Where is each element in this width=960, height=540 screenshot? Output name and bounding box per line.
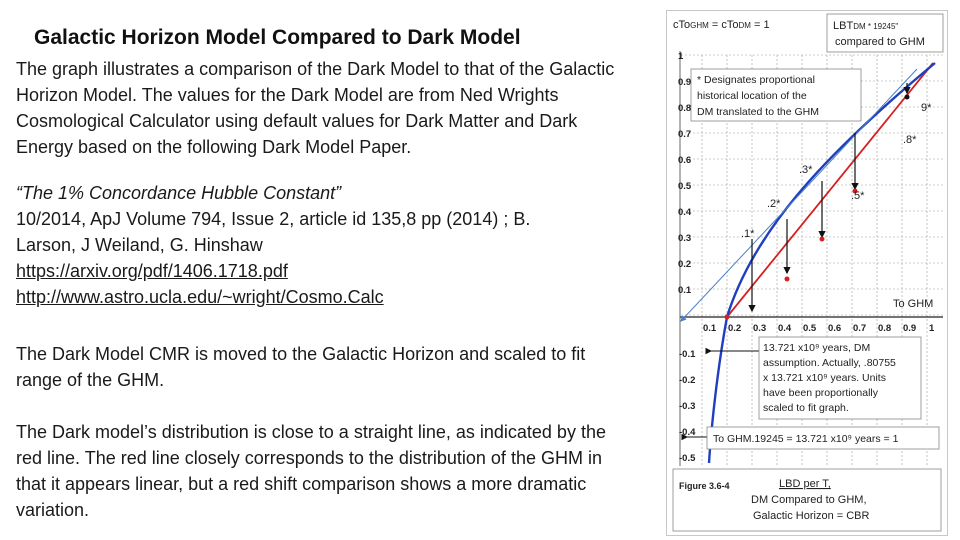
x-tick-label: 0.4: [778, 323, 792, 334]
note-line-2: historical location of the: [697, 90, 807, 102]
top-right-label-line1: LBTDM * 19245": [833, 20, 899, 32]
x-tick-label: 0.6: [828, 323, 842, 334]
figure-graph: [667, 11, 947, 535]
reference-paper-title: “The 1% Concordance Hubble Constant”: [16, 183, 342, 203]
note-line-1: * Designates proportional: [697, 74, 815, 86]
scale-note-line-2: assumption. Actually, .80755: [763, 357, 896, 369]
scale-note-line-5: scaled to fit graph.: [763, 402, 849, 414]
caption-line-1: LBD per T,: [779, 478, 831, 490]
caption-figure-number: Figure 3.6-4: [679, 481, 730, 491]
to-ghm-label: To GHM: [893, 298, 934, 310]
x-tick-label: 0.2: [728, 323, 742, 334]
x-tick-label: 0.9: [903, 323, 917, 334]
y-tick-label: 0.9: [678, 77, 692, 88]
reference-citation-line2: Larson, J Weiland, G. Hinshaw: [16, 235, 263, 255]
note-line-3: DM translated to the GHM: [697, 106, 819, 118]
x-tick-label: 0.1: [703, 323, 717, 334]
marker-3: [820, 237, 825, 242]
y-tick-label: 0.2: [678, 259, 692, 270]
marker-origin: [725, 315, 730, 320]
x-tick-label: 0.3: [753, 323, 767, 334]
top-right-label-line2: compared to GHM: [835, 36, 925, 48]
y-tick-label: 0.6: [678, 155, 692, 166]
point-label-3: .3*: [799, 164, 813, 176]
y-tick-label: -0.3: [679, 401, 696, 412]
scale-note-line-4: have been proportionally: [763, 387, 878, 399]
x-tick-label: 0.5: [803, 323, 817, 334]
y-tick-label: 0.1: [678, 285, 692, 296]
figure-top-left-label: cToGHM = cToDM = 1: [673, 19, 770, 31]
y-tick-label: 1: [678, 51, 684, 62]
y-tick-label: 0.3: [678, 233, 692, 244]
slide-title: Galactic Horizon Model Compared to Dark Model: [34, 26, 521, 49]
y-tick-label: -0.5: [679, 453, 696, 464]
point-label-8: .8*: [903, 134, 917, 146]
scale-note-line-3: x 13.721 x10⁹ years. Units: [763, 372, 886, 384]
x-tick-label: 1: [929, 323, 935, 334]
x-tick-labels: [703, 323, 935, 334]
y-tick-label: -0.2: [679, 375, 696, 386]
y-tick-label: -0.4: [679, 427, 696, 438]
point-label-2: .2*: [767, 198, 781, 210]
intro-paragraph: The graph illustrates a comparison of the Dark Model to that of the Galactic Horizon Model. The values for the Dark Model are from Ned Wrights Cosmological Calculator using default values for Dark Matter and Dark Energy based on the following Dark Model Paper.: [16, 59, 615, 157]
reference-block: [16, 180, 636, 310]
y-tick-label: 0.4: [678, 207, 692, 218]
y-tick-label: -0.1: [679, 349, 696, 360]
point-label-1: .1*: [741, 228, 755, 240]
reference-citation-line1: 10/2014, ApJ Volume 794, Issue 2, article id 135,8 pp (2014) ; B.: [16, 209, 531, 229]
y-tick-label: 0.8: [678, 103, 692, 114]
caption-line-3: Galactic Horizon = CBR: [753, 510, 870, 522]
marker-5: [905, 95, 910, 100]
y-tick-label: 0.5: [678, 181, 692, 192]
arxiv-link[interactable]: https://arxiv.org/pdf/1406.1718.pdf: [16, 261, 288, 281]
figure-image: [666, 10, 948, 536]
scale-note-line-1: 13.721 x10⁹ years, DM: [763, 342, 871, 354]
point-label-9: 9*: [921, 102, 932, 114]
y-tick-labels-negative: [679, 349, 696, 464]
point-label-5: .5*: [851, 190, 865, 202]
x-tick-label: 0.7: [853, 323, 867, 334]
caption-line-2: DM Compared to GHM,: [751, 494, 867, 506]
cosmo-calc-link[interactable]: http://www.astro.ucla.edu/~wright/Cosmo.Calc: [16, 287, 384, 307]
y-tick-label: 0.7: [678, 129, 692, 140]
distribution-paragraph: The Dark model’s distribution is close to a straight line, as indicated by the red line. The red line closely corresponds to the distribution of the GHM in that it appears linear, but a red shift comparison shows a more dramatic variation.: [16, 422, 606, 520]
x-tick-label: 0.8: [878, 323, 892, 334]
bottom-note-text: To GHM.19245 = 13.721 x10⁹ years = 1: [713, 433, 899, 445]
cmr-paragraph: The Dark Model CMR is moved to the Galactic Horizon and scaled to fit range of the GHM.: [16, 344, 586, 390]
marker-2: [785, 277, 790, 282]
